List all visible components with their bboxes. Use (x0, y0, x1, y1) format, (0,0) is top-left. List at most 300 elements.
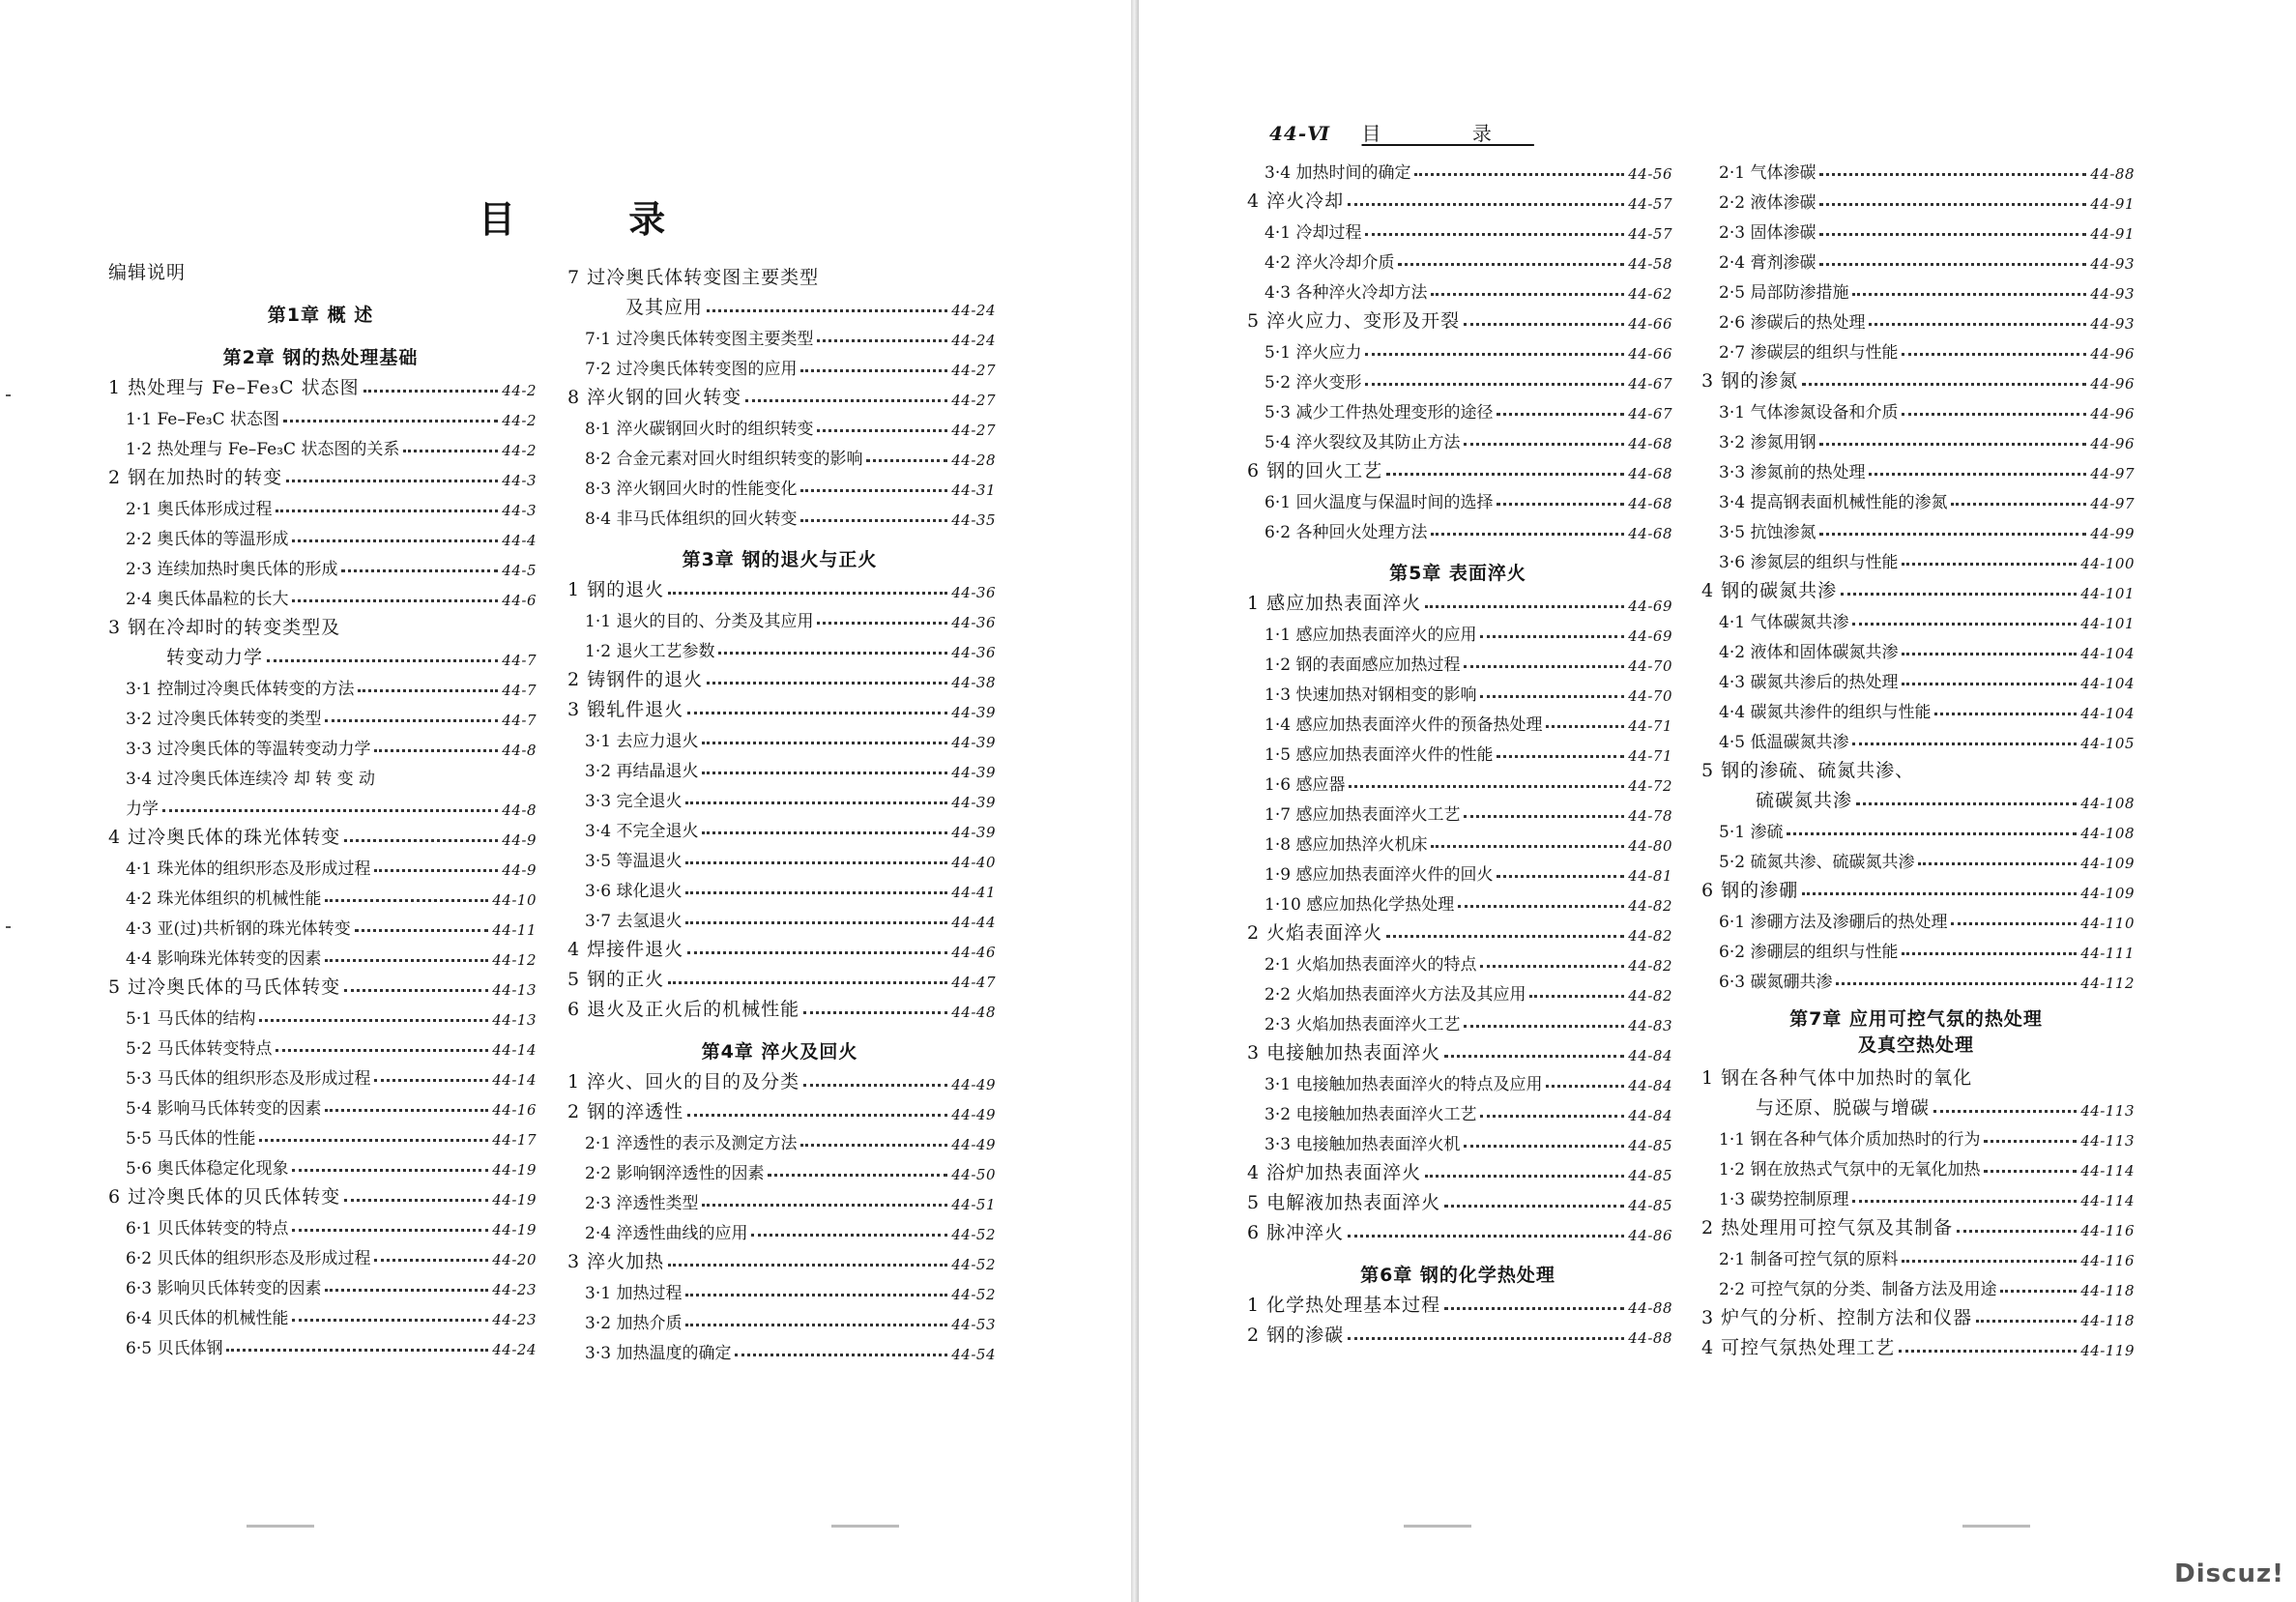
dot-leader (1348, 203, 1624, 206)
toc-entry-title: 3·3 渗氮前的热处理 (1719, 463, 1866, 482)
toc-entry-title: 6 退火及正火后的机械性能 (567, 999, 800, 1020)
dot-leader (685, 891, 947, 894)
toc-page-number: 44-17 (492, 1131, 537, 1149)
toc-entry (567, 1303, 996, 1333)
toc-entry (108, 1268, 537, 1298)
toc-entry-title: 4 浴炉加热表面淬火 (1247, 1162, 1422, 1183)
toc-entry-title: 8·4 非马氏体组织的回火转变 (585, 510, 798, 529)
dot-leader (1480, 695, 1624, 698)
toc-page-number: 44-41 (951, 884, 996, 901)
toc-page-number: 44-39 (951, 824, 996, 841)
dot-leader (292, 539, 498, 542)
toc-page-number: 44-35 (951, 511, 996, 529)
dot-leader (355, 929, 489, 932)
toc-page-number: 44-52 (951, 1286, 996, 1303)
dot-leader (1546, 725, 1624, 728)
toc-page-number: 44-58 (1628, 255, 1672, 273)
dot-leader (1852, 623, 2077, 626)
dot-leader (1425, 605, 1624, 608)
toc-entry (108, 1209, 537, 1238)
toc-entry (1701, 183, 2135, 213)
dot-leader (803, 1011, 947, 1014)
dot-leader (1918, 862, 2077, 865)
dot-leader (1899, 1350, 2077, 1353)
dot-leader (687, 712, 947, 714)
toc-entry-title: 6·3 影响贝氏体转变的因素 (126, 1279, 322, 1298)
toc-page-number: 44-6 (502, 592, 537, 609)
toc-entry (1701, 812, 2135, 842)
toc-page-number: 44-49 (951, 1076, 996, 1093)
toc-entry (1701, 213, 2135, 243)
left-page (0, 0, 1131, 1602)
toc-entry (1701, 1060, 2135, 1090)
toc-entry-title: 4·2 珠光体组织的机械性能 (126, 889, 322, 909)
toc-entry (1247, 243, 1672, 273)
dot-leader (668, 981, 947, 984)
toc-page-number: 44-85 (1628, 1137, 1672, 1154)
toc-page-number: 44-57 (1628, 225, 1672, 243)
dot-leader (668, 1264, 947, 1267)
dot-leader (1802, 892, 2077, 895)
toc-entry-title: 3·1 气体渗氮设备和介质 (1719, 403, 1899, 422)
toc-page-number: 44-47 (951, 974, 996, 991)
toc-entry (567, 721, 996, 751)
dot-leader (1902, 563, 2077, 566)
dot-leader (292, 1229, 488, 1232)
toc-entry-title: 2·4 淬透性曲线的应用 (585, 1224, 748, 1243)
toc-entry (1701, 452, 2135, 482)
toc-entry-title: 3·4 加热时间的确定 (1264, 163, 1411, 183)
toc-entry-title: 5·3 减少工件热处理变形的途径 (1264, 403, 1494, 422)
toc-entry-title: 4·1 珠光体的组织形态及形成过程 (126, 859, 371, 879)
toc-entry-title: 3·2 渗氮用钢 (1719, 433, 1816, 452)
toc-entry-title: 3·1 去应力退火 (585, 732, 699, 751)
toc-page-number: 44-66 (1628, 345, 1672, 363)
toc-entry (108, 669, 537, 699)
toc-entry (108, 969, 537, 999)
dot-leader (1349, 785, 1624, 788)
dot-leader (276, 510, 498, 512)
toc-entry (108, 549, 537, 579)
dot-leader (403, 450, 498, 452)
toc-entry-title: 硫碳氮共渗 (1756, 790, 1853, 811)
toc-page-number: 44-2 (502, 412, 537, 429)
toc-entry-title: 5·4 淬火裂纹及其防止方法 (1264, 433, 1461, 452)
toc-entry (108, 579, 537, 609)
toc-entry-title: 1·5 感应加热表面淬火件的性能 (1264, 745, 1494, 765)
toc-page-number: 44-116 (2080, 1252, 2135, 1269)
toc-entry (1701, 872, 2135, 902)
dot-leader (1933, 1110, 2077, 1113)
toc-entry (1701, 842, 2135, 872)
toc-page-number: 44-48 (951, 1004, 996, 1021)
toc-entry-title: 5 电解液加热表面淬火 (1247, 1192, 1441, 1213)
toc-entry-title: 4·5 低温碳氮共渗 (1719, 733, 1849, 752)
toc-entry-title: 3·1 控制过冷奥氏体转变的方法 (126, 680, 355, 699)
toc-entry-title: 6·2 各种回火处理方法 (1264, 523, 1428, 542)
toc-page-number: 44-31 (951, 481, 996, 499)
toc-page-number: 44-27 (951, 422, 996, 439)
toc-entry (567, 961, 996, 991)
toc-entry (567, 1183, 996, 1213)
chapter-title: 及真空热处理 (1857, 1034, 1974, 1056)
toc-page-number: 44-46 (951, 944, 996, 961)
toc-entry (567, 409, 996, 439)
toc-entry (567, 1213, 996, 1243)
dot-leader (358, 689, 498, 692)
toc-page-number: 44-104 (2080, 675, 2135, 692)
toc-entry (108, 254, 537, 284)
toc-entry (1247, 1064, 1672, 1094)
toc-page-number: 44-68 (1628, 495, 1672, 512)
toc-column-1 (108, 254, 537, 1358)
toc-chapter-heading (1701, 1031, 2135, 1060)
toc-entry (1701, 1299, 2135, 1329)
toc-page-number: 44-101 (2080, 615, 2135, 632)
toc-entry (1247, 645, 1672, 675)
toc-entry (1247, 795, 1672, 825)
toc-entry-title: 4·1 冷却过程 (1264, 223, 1362, 243)
toc-entry (567, 439, 996, 469)
dot-leader (687, 951, 947, 954)
toc-entry-title: 2 热处理用可控气氛及其制备 (1701, 1217, 1954, 1238)
dot-leader (276, 1049, 488, 1052)
toc-entry-title: 3 电接触加热表面淬火 (1247, 1042, 1441, 1063)
toc-entry (1701, 1090, 2135, 1120)
toc-entry (567, 661, 996, 691)
dot-leader (1546, 1085, 1624, 1088)
toc-entry (1701, 662, 2135, 692)
toc-page-number: 44-105 (2080, 735, 2135, 752)
toc-entry-title: 3·2 加热介质 (585, 1314, 683, 1333)
toc-entry (1247, 1287, 1672, 1317)
toc-page-number: 44-52 (951, 1226, 996, 1243)
dot-leader (325, 1109, 488, 1112)
dot-leader (1819, 233, 2086, 236)
toc-entry (1247, 393, 1672, 422)
dot-leader (1480, 635, 1624, 638)
dot-leader (1480, 1115, 1624, 1118)
toc-page-number: 44-96 (2090, 345, 2135, 363)
dot-leader (1497, 875, 1624, 878)
toc-page-number: 44-66 (1628, 315, 1672, 333)
toc-page-number: 44-70 (1628, 657, 1672, 675)
toc-page-number: 44-109 (2080, 855, 2135, 872)
toc-entry (108, 369, 537, 399)
toc-entry-title: 6·1 渗硼方法及渗硼后的热处理 (1719, 913, 1948, 932)
dot-leader (751, 1234, 947, 1237)
toc-page-number: 44-82 (1628, 927, 1672, 945)
dot-leader (1464, 1145, 1624, 1148)
dot-leader (267, 659, 498, 662)
toc-entry-title: 6·4 贝氏体的机械性能 (126, 1309, 289, 1328)
toc-page-number: 44-56 (1628, 165, 1672, 183)
toc-page-number: 44-69 (1628, 627, 1672, 645)
toc-chapter-heading (1701, 992, 2135, 1031)
toc-page-number: 44-82 (1628, 897, 1672, 915)
toc-entry-title: 4 焊接件退火 (567, 939, 684, 960)
dot-leader (1802, 383, 2086, 386)
toc-page-number: 44-113 (2080, 1132, 2135, 1150)
dot-leader (1902, 653, 2077, 655)
toc-entry-title: 2·1 奥氏体形成过程 (126, 500, 273, 519)
toc-page-number: 44-93 (2090, 285, 2135, 303)
toc-page-number: 44-24 (492, 1341, 537, 1358)
toc-entry-title: 2·3 固体渗碳 (1719, 223, 1816, 243)
toc-entry-title: 5 过冷奥氏体的马氏体转变 (108, 976, 341, 998)
toc-page-number: 44-104 (2080, 645, 2135, 662)
toc-page-number: 44-108 (2080, 825, 2135, 842)
toc-entry-title: 2·1 气体渗碳 (1719, 163, 1816, 183)
toc-entry (1247, 735, 1672, 765)
dot-leader (685, 921, 947, 924)
dot-leader (685, 1294, 947, 1296)
toc-page-number: 44-57 (1628, 195, 1672, 213)
toc-column-2 (567, 259, 996, 1363)
toc-entry (1247, 1154, 1672, 1184)
toc-entry (1701, 602, 2135, 632)
dot-leader (685, 801, 947, 804)
toc-entry-title: 1·3 快速加热对钢相变的影响 (1264, 685, 1477, 705)
toc-entry (1247, 915, 1672, 945)
toc-entry (1701, 542, 2135, 572)
dot-leader (283, 420, 498, 422)
toc-page-number: 44-13 (492, 981, 537, 999)
toc-entry-title: 2·1 制备可控气氛的原料 (1719, 1250, 1899, 1269)
toc-entry (1247, 333, 1672, 363)
dot-leader (1425, 1175, 1624, 1178)
toc-entry (567, 841, 996, 871)
dot-leader (1841, 593, 2077, 596)
toc-page-number: 44-88 (1628, 1299, 1672, 1317)
toc-entry-title: 8·3 淬火钢回火时的性能变化 (585, 480, 798, 499)
toc-entry (1247, 482, 1672, 512)
toc-entry-title: 5·2 淬火变形 (1264, 373, 1362, 393)
toc-page-number: 44-39 (951, 734, 996, 751)
toc-page-number: 44-51 (951, 1196, 996, 1213)
toc-page-number: 44-8 (502, 742, 537, 759)
toc-entry (1247, 585, 1672, 615)
toc-page-number: 44-49 (951, 1106, 996, 1123)
dot-leader (374, 869, 498, 872)
toc-entry (1247, 705, 1672, 735)
dot-leader (702, 742, 947, 744)
dot-leader (800, 489, 947, 492)
toc-entry-title: 3·7 去氢退火 (585, 912, 683, 931)
toc-entry (1247, 452, 1672, 482)
toc-entry-title: 6·2 渗硼层的组织与性能 (1719, 943, 1899, 962)
toc-page-number: 44-3 (502, 502, 537, 519)
toc-entry (108, 1238, 537, 1268)
dot-leader (718, 652, 947, 655)
toc-page-number: 44-40 (951, 854, 996, 871)
toc-page-number: 44-88 (2090, 165, 2135, 183)
toc-entry (1701, 962, 2135, 992)
dot-leader (702, 831, 947, 834)
toc-entry-title: 1·3 碳势控制原理 (1719, 1190, 1849, 1209)
toc-entry-title: 1·1 钢在各种气体介质加热时的行为 (1719, 1130, 1981, 1150)
toc-page-number: 44-93 (2090, 255, 2135, 273)
dot-leader (1852, 293, 2086, 296)
dot-leader (1431, 293, 1624, 296)
dot-leader (1365, 383, 1624, 386)
toc-entry-title: 5 淬火应力、变形及开裂 (1247, 310, 1461, 332)
toc-entry (1701, 1329, 2135, 1359)
toc-page-number: 44-39 (951, 794, 996, 811)
toc-entry-title: 7 过冷奥氏体转变图主要类型 (567, 267, 820, 288)
dot-leader (1836, 982, 2077, 985)
dot-leader (1480, 965, 1624, 968)
toc-entry (1247, 1317, 1672, 1347)
toc-entry-title: 1 钢的退火 (567, 579, 665, 600)
toc-entry-title: 1·1 退火的目的、分类及其应用 (585, 612, 814, 631)
toc-entry (108, 849, 537, 879)
toc-page-number: 44-101 (2080, 585, 2135, 602)
dot-leader (1386, 935, 1624, 938)
toc-entry-title: 6·3 碳氮硼共渗 (1719, 973, 1833, 992)
dot-leader (1819, 443, 2086, 446)
toc-entry (108, 699, 537, 729)
toc-column-3 (1247, 153, 1672, 1347)
toc-entry (108, 1029, 537, 1059)
toc-entry-title: 5·1 淬火应力 (1264, 343, 1362, 363)
toc-entry (1247, 945, 1672, 975)
toc-page-number: 44-111 (2080, 945, 2135, 962)
toc-entry (567, 781, 996, 811)
toc-page-number: 44-19 (492, 1221, 537, 1238)
toc-page-number: 44-97 (2090, 495, 2135, 512)
dot-leader (325, 899, 488, 902)
toc-page-number: 44-116 (2080, 1222, 2135, 1239)
toc-page-number: 44-96 (2090, 405, 2135, 422)
toc-entry-title: 2·7 渗碳层的组织与性能 (1719, 343, 1899, 363)
toc-page-number: 44-20 (492, 1251, 537, 1268)
toc-entry (108, 789, 537, 819)
toc-page-number: 44-24 (951, 302, 996, 319)
toc-entry (1701, 243, 2135, 273)
toc-page-number: 44-9 (502, 861, 537, 879)
toc-page-number: 44-68 (1628, 465, 1672, 482)
toc-entry-title: 5 钢的正火 (567, 969, 665, 990)
dot-leader (1984, 1140, 2077, 1143)
toc-entry-title: 及其应用 (625, 297, 704, 318)
dot-leader (162, 809, 498, 812)
toc-page-number: 44-110 (2080, 915, 2135, 932)
toc-entry-title: 4 过冷奥氏体的珠光体转变 (108, 827, 341, 848)
toc-entry-title: 3·2 过冷奥氏体转变的类型 (126, 710, 322, 729)
toc-entry-title: 3·5 抗蚀渗氮 (1719, 523, 1816, 542)
toc-entry (567, 931, 996, 961)
dot-leader (702, 772, 947, 774)
dot-leader (1414, 173, 1624, 176)
chapter-title: 第7章 应用可控气氛的热处理 (1789, 1008, 2043, 1030)
toc-entry-title: 1·7 感应加热表面淬火工艺 (1264, 805, 1461, 825)
toc-entry (1247, 765, 1672, 795)
toc-chapter-heading (1247, 1244, 1672, 1287)
toc-page-number: 44-39 (951, 704, 996, 721)
dot-leader (768, 1174, 947, 1177)
scan-mark (1404, 1525, 1471, 1528)
toc-entry-title: 4·3 亚(过)共析钢的珠光体转变 (126, 919, 351, 939)
dot-leader (668, 592, 947, 595)
toc-entry-title: 6 钢的回火工艺 (1247, 460, 1383, 481)
toc-entry (1701, 902, 2135, 932)
toc-entry (1247, 1124, 1672, 1154)
toc-entry-title: 6·2 贝氏体的组织形态及形成过程 (126, 1249, 371, 1268)
toc-entry-title: 2·1 火焰加热表面淬火的特点 (1264, 955, 1477, 975)
toc-entry-title: 8 淬火钢的回火转变 (567, 387, 742, 408)
toc-entry (1701, 393, 2135, 422)
toc-page-number: 44-96 (2090, 435, 2135, 452)
toc-entry-title: 3·2 电接触加热表面淬火工艺 (1264, 1105, 1477, 1124)
toc-entry-title: 1·2 热处理与 Fe–Fe₃C 状态图的关系 (126, 440, 400, 459)
toc-entry (1247, 1184, 1672, 1214)
dot-leader (707, 309, 947, 312)
scan-mark (831, 1525, 899, 1528)
toc-entry (1701, 333, 2135, 363)
toc-entry-title: 2·2 影响钢淬透性的因素 (585, 1164, 765, 1183)
toc-entry-title: 1·6 感应器 (1264, 775, 1346, 795)
toc-page-number: 44-2 (502, 442, 537, 459)
toc-page-number: 44-36 (951, 644, 996, 661)
toc-page-number: 44-50 (951, 1166, 996, 1183)
chapter-title: 第5章 表面淬火 (1389, 563, 1526, 584)
toc-entry (1701, 482, 2135, 512)
toc-entry (108, 429, 537, 459)
toc-page-number: 44-7 (502, 712, 537, 729)
toc-entry-title: 3·6 球化退火 (585, 882, 683, 901)
toc-page-number: 44-69 (1628, 597, 1672, 615)
toc-page-number: 44-85 (1628, 1167, 1672, 1184)
toc-entry (108, 1328, 537, 1358)
toc-page-number: 44-81 (1628, 867, 1672, 885)
toc-page-number: 44-54 (951, 1346, 996, 1363)
dot-leader (1902, 1260, 2077, 1263)
toc-entry-title: 3·1 电接触加热表面淬火的特点及应用 (1264, 1075, 1543, 1094)
toc-page-number: 44-85 (1628, 1197, 1672, 1214)
toc-entry (108, 1059, 537, 1089)
dot-leader (1819, 203, 2086, 206)
toc-chapter-heading (567, 1021, 996, 1063)
dot-leader (325, 1289, 488, 1292)
toc-page-number: 44-80 (1628, 837, 1672, 855)
toc-entry (1701, 363, 2135, 393)
dot-leader (800, 369, 947, 372)
toc-entry (108, 1179, 537, 1209)
toc-entry (567, 811, 996, 841)
toc-entry-title: 2 钢在加热时的转变 (108, 467, 283, 488)
toc-page-number: 44-83 (1628, 1017, 1672, 1034)
toc-entry-title: 4·1 气体碳氮共渗 (1719, 613, 1849, 632)
dot-leader (292, 1169, 488, 1172)
toc-entry (1701, 1180, 2135, 1209)
toc-entry-title: 4·2 淬火冷却介质 (1264, 253, 1395, 273)
toc-entry (567, 691, 996, 721)
dot-leader (1819, 533, 2086, 536)
toc-page-number: 44-84 (1628, 1047, 1672, 1064)
toc-entry (1701, 692, 2135, 722)
toc-page-number: 44-91 (2090, 225, 2135, 243)
dot-leader (1497, 755, 1624, 758)
toc-entry (567, 1063, 996, 1093)
toc-entry (108, 1149, 537, 1179)
toc-page-number: 44-97 (2090, 465, 2135, 482)
toc-page-number: 44-70 (1628, 687, 1672, 705)
toc-entry-title: 与还原、脱碳与增碳 (1756, 1097, 1931, 1119)
toc-page-number: 44-7 (502, 652, 537, 669)
toc-page-number: 44-5 (502, 562, 537, 579)
toc-entry (1247, 363, 1672, 393)
